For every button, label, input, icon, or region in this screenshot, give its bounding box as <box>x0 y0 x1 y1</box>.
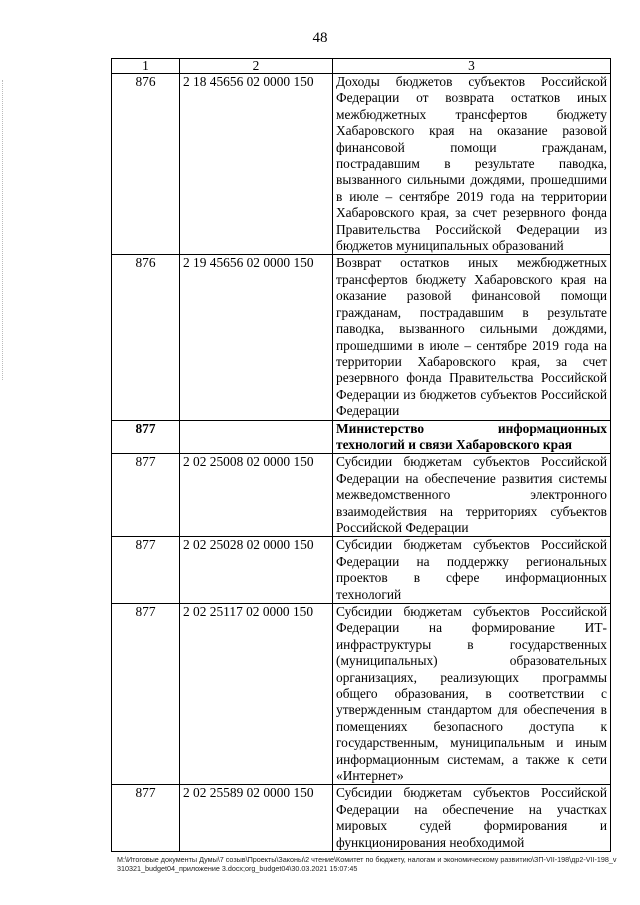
table-row <box>112 537 611 604</box>
income-name-cell: Субсидии бюджетам субъектов Российской Федерации на обеспечение на участках мировых судей формирования и функционирования необходимой <box>333 785 611 852</box>
budget-classification-table <box>111 58 611 852</box>
admin-code-cell: 877 <box>112 454 180 537</box>
admin-code-cell: 876 <box>112 255 180 420</box>
ministry-name-cell: Министерство информационных технологий и связи Хабаровского края <box>333 420 611 454</box>
column-header-name: 3 <box>333 59 611 74</box>
admin-code-cell: 877 <box>112 537 180 604</box>
budget-code-cell: 2 02 25117 02 0000 150 <box>180 604 333 785</box>
table-row <box>112 74 611 255</box>
income-name-cell: Возврат остатков иных межбюджетных трансфертов бюджету Хабаровского края на оказание разовой финансовой помощи гражданам, пострадавшим в результате паводка, вызванного сильными дождями, прошедшими в июле – сентябре 2019 года на территории Хабаровского края, за счет резервного фонда Правительства Российской Федерации из бюджетов субъектов Российской Федерации <box>333 255 611 420</box>
ministry-header-row <box>112 420 611 454</box>
column-header-admin: 1 <box>112 59 180 74</box>
admin-code-cell: 877 <box>112 785 180 852</box>
income-name-cell: Субсидии бюджетам субъектов Российской Федерации на формирование ИТ-инфраструктуры в государственных (муниципальных) образовательных организациях, реализующих программы общего образования, в соответствии с утвержденным стандартом для обеспечения в помещениях безопасного доступа к государственным, муниципальным и иным информационным системам, а также к сети «Интернет» <box>333 604 611 785</box>
income-name-cell: Доходы бюджетов субъектов Российской Федерации от возврата остатков иных межбюджетных трансфертов бюджету Хабаровского края на оказание разовой финансовой помощи гражданам, пострадавшим в результате паводка, вызванного сильными дождями, прошедшими в июле – сентябре 2019 года на территории Хабаровского края, за счет резервного фонда Правительства Российской Федерации из бюджетов муниципальных образований <box>333 74 611 255</box>
budget-code-cell: 2 18 45656 02 0000 150 <box>180 74 333 255</box>
admin-code-cell: 876 <box>112 74 180 255</box>
budget-code-cell: 2 02 25008 02 0000 150 <box>180 454 333 537</box>
budget-code-cell <box>180 420 333 454</box>
budget-code-cell: 2 02 25589 02 0000 150 <box>180 785 333 852</box>
page-number: 48 <box>312 30 328 46</box>
table-row <box>112 785 611 852</box>
table-header-row <box>112 59 611 74</box>
table-row <box>112 255 611 420</box>
budget-code-cell: 2 19 45656 02 0000 150 <box>180 255 333 420</box>
admin-code-cell: 877 <box>112 604 180 785</box>
column-header-code: 2 <box>180 59 333 74</box>
table-row <box>112 604 611 785</box>
admin-code-cell: 877 <box>112 420 180 454</box>
scan-margin-mark <box>2 80 4 380</box>
document-file-path: M:\Итоговые документы Думы\7 созыв\Проекты\Законы\2 чтение\Комитет по бюджету, налогам и экономическому развитию\ЗП-VII-198\др2-VII-198_v310321_budget04_приложение 3.docx;org_budget04\30.03.2021 15:07:45 <box>117 855 617 873</box>
budget-code-cell: 2 02 25028 02 0000 150 <box>180 537 333 604</box>
table-row <box>112 454 611 537</box>
income-name-cell: Субсидии бюджетам субъектов Российской Федерации на поддержку региональных проектов в сфере информационных технологий <box>333 537 611 604</box>
income-name-cell: Субсидии бюджетам субъектов Российской Федерации на обеспечение развития системы межведомственного электронного взаимодействия на территориях субъектов Российской Федерации <box>333 454 611 537</box>
